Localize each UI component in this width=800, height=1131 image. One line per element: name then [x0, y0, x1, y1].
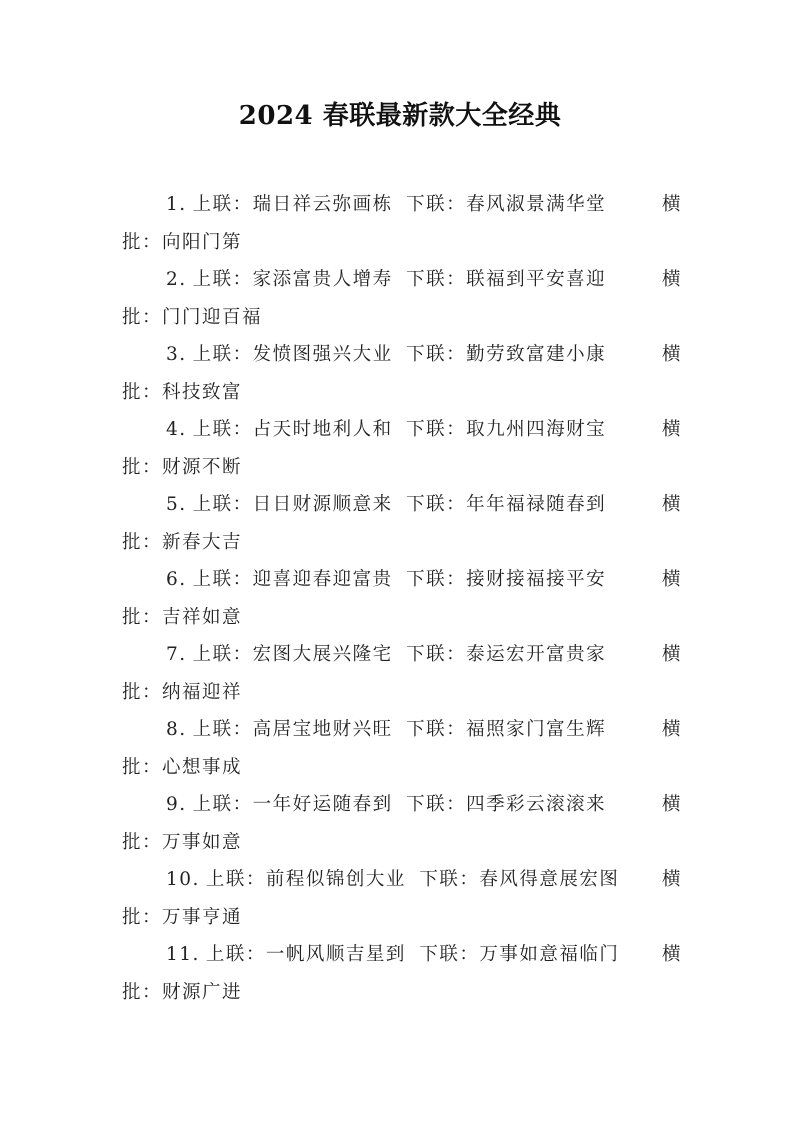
horizontal-scroll-text: 批：纳福迎祥: [122, 682, 243, 703]
list-item: [122, 561, 682, 636]
heng-head: 横: [661, 869, 682, 890]
upper-couplet: 上联：占天时地利人和: [192, 419, 393, 440]
entry-first-line: [122, 636, 682, 674]
upper-couplet: 上联：宏图大展兴隆宅: [192, 644, 393, 665]
lower-couplet: 下联：年年福禄随春到: [406, 494, 607, 515]
entry-number: 5.: [166, 494, 187, 515]
entry-first-line: [122, 936, 682, 974]
entry-left: [166, 261, 612, 299]
list-item: [122, 486, 682, 561]
horizontal-scroll-text: 批：向阳门第: [122, 232, 243, 253]
lower-couplet: 下联：福照家门富生辉: [406, 719, 607, 740]
list-item: [122, 186, 682, 261]
lower-couplet: 下联：万事如意福临门: [419, 944, 620, 965]
entry-number: 9.: [166, 794, 187, 815]
list-item: [122, 711, 682, 786]
entry-first-line: [122, 411, 682, 449]
upper-couplet: 上联：前程似锦创大业: [205, 869, 406, 890]
entry-left: [166, 786, 612, 824]
entry-left: [166, 711, 612, 749]
list-item: [122, 411, 682, 486]
heng-head: 横: [661, 719, 682, 740]
lower-couplet: 下联：春风得意展宏图: [419, 869, 620, 890]
entry-first-line: [122, 561, 682, 599]
lower-couplet: 下联：取九州四海财宝: [406, 419, 607, 440]
lower-couplet: 下联：联福到平安喜迎: [406, 269, 607, 290]
entry-first-line: [122, 711, 682, 749]
entry-first-line: [122, 486, 682, 524]
entry-left: [166, 561, 612, 599]
entry-number: 7.: [166, 644, 187, 665]
list-item: [122, 786, 682, 861]
entry-left: [166, 636, 612, 674]
upper-couplet: 上联：一年好运随春到: [192, 794, 393, 815]
entry-number: 11.: [166, 944, 200, 965]
lower-couplet: 下联：泰运宏开富贵家: [406, 644, 607, 665]
lower-couplet: 下联：勤劳致富建小康: [406, 344, 607, 365]
couplet-list: [122, 186, 682, 1011]
entry-first-line: [122, 861, 682, 899]
horizontal-scroll-text: 批：科技致富: [122, 382, 243, 403]
entry-left: [166, 936, 625, 974]
horizontal-scroll-text: 批：门门迎百福: [122, 307, 263, 328]
entry-first-line: [122, 336, 682, 374]
horizontal-scroll-text: 批：吉祥如意: [122, 607, 243, 628]
entry-left: [166, 486, 612, 524]
upper-couplet: 上联：一帆风顺吉星到: [205, 944, 406, 965]
upper-couplet: 上联：迎喜迎春迎富贵: [192, 569, 393, 590]
entry-left: [166, 411, 612, 449]
entry-number: 2.: [166, 269, 187, 290]
heng-head: 横: [661, 419, 682, 440]
heng-head: 横: [661, 569, 682, 590]
entry-first-line: [122, 786, 682, 824]
entry-number: 8.: [166, 719, 187, 740]
heng-head: 横: [661, 644, 682, 665]
horizontal-scroll-text: 批：新春大吉: [122, 532, 243, 553]
heng-head: 横: [661, 194, 682, 215]
heng-head: 横: [661, 944, 682, 965]
entry-number: 10.: [166, 869, 200, 890]
horizontal-scroll-text: 批：财源广进: [122, 982, 243, 1003]
lower-couplet: 下联：春风淑景满华堂: [406, 194, 607, 215]
heng-head: 横: [661, 494, 682, 515]
page-title: 2024 春联最新款大全经典: [238, 101, 562, 131]
horizontal-scroll-text: 批：心想事成: [122, 757, 243, 778]
list-item: [122, 636, 682, 711]
upper-couplet: 上联：高居宝地财兴旺: [192, 719, 393, 740]
upper-couplet: 上联：发愤图强兴大业: [192, 344, 393, 365]
entry-left: [166, 186, 612, 224]
entry-number: 3.: [166, 344, 187, 365]
horizontal-scroll-text: 批：财源不断: [122, 457, 243, 478]
heng-head: 横: [661, 344, 682, 365]
heng-head: 横: [661, 269, 682, 290]
entry-number: 6.: [166, 569, 187, 590]
entry-left: [166, 336, 612, 374]
horizontal-scroll-text: 批：万事亨通: [122, 907, 243, 928]
entry-first-line: [122, 186, 682, 224]
upper-couplet: 上联：日日财源顺意来: [192, 494, 393, 515]
horizontal-scroll-text: 批：万事如意: [122, 832, 243, 853]
entry-number: 4.: [166, 419, 187, 440]
list-item: [122, 936, 682, 1011]
lower-couplet: 下联：接财接福接平安: [406, 569, 607, 590]
list-item: [122, 261, 682, 336]
list-item: [122, 861, 682, 936]
list-item: [122, 336, 682, 411]
entry-first-line: [122, 261, 682, 299]
entry-left: [166, 861, 625, 899]
upper-couplet: 上联：瑞日祥云弥画栋: [192, 194, 393, 215]
lower-couplet: 下联：四季彩云滚滚来: [406, 794, 607, 815]
upper-couplet: 上联：家添富贵人增寿: [192, 269, 393, 290]
heng-head: 横: [661, 794, 682, 815]
entry-number: 1.: [166, 194, 187, 215]
